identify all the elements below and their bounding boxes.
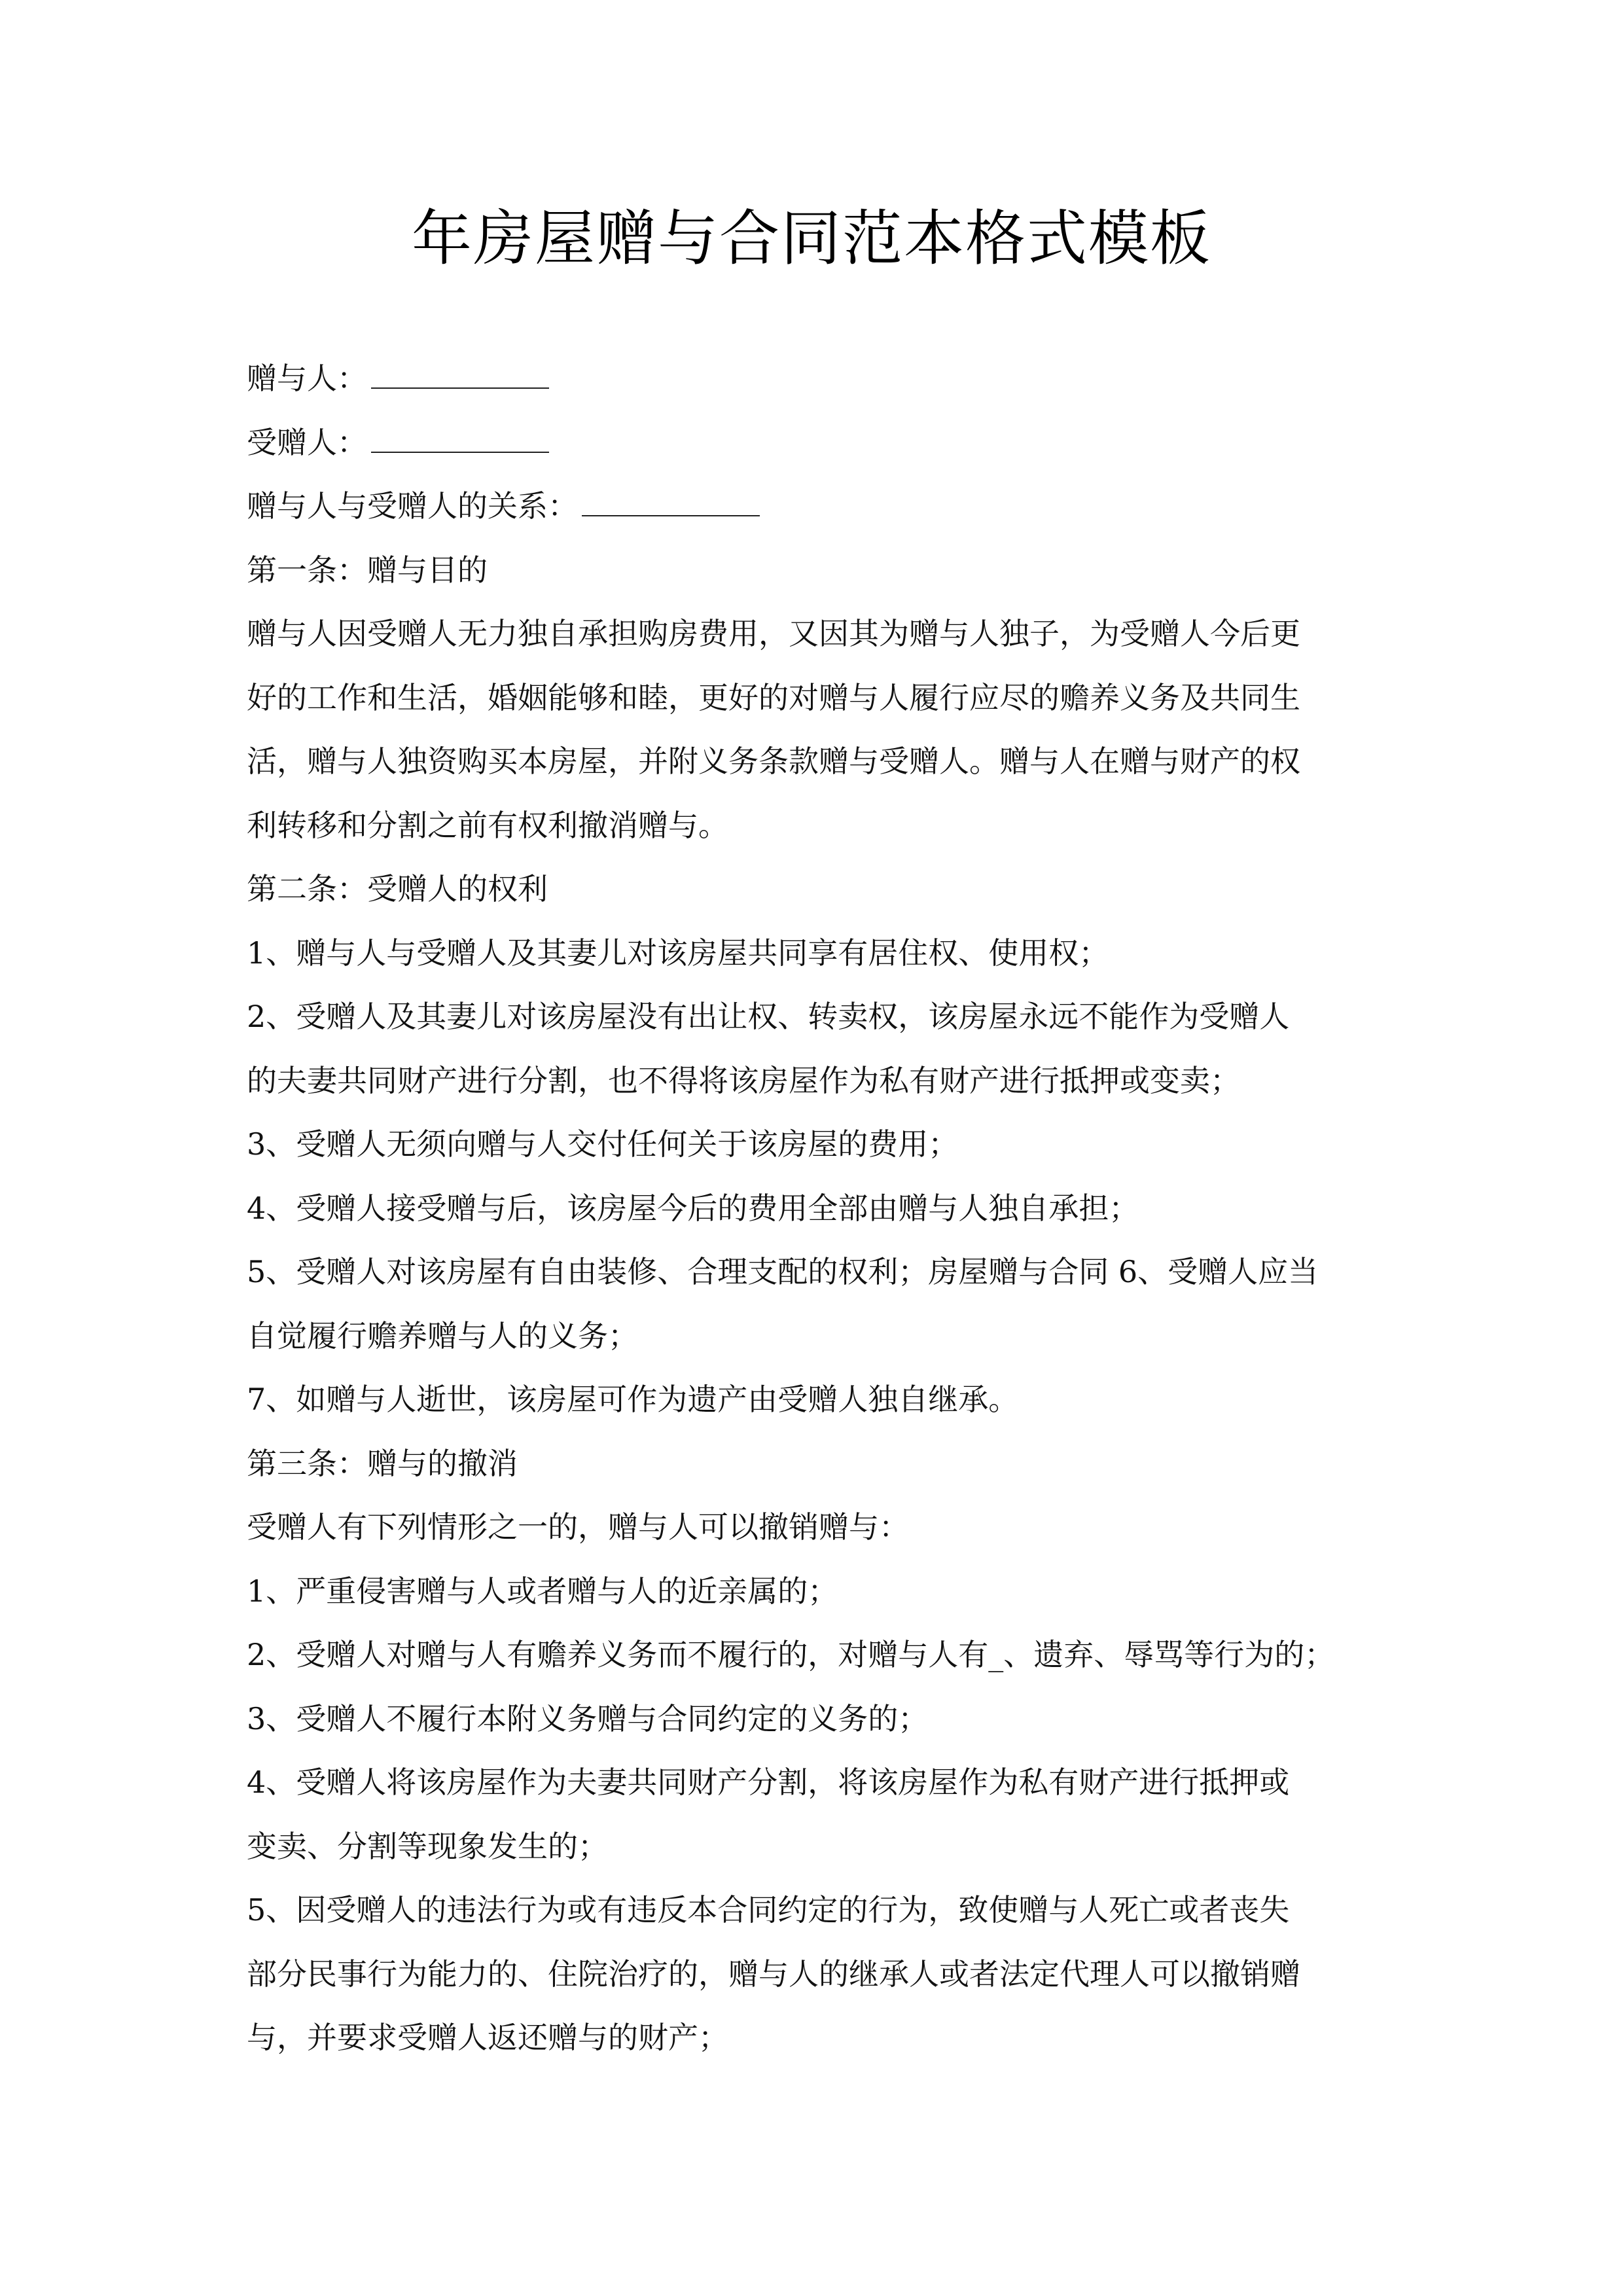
article-3-heading: 第三条：赠与的撤消 bbox=[247, 1445, 518, 1481]
paragraph-line: 1、严重侵害赠与人或者赠与人的近亲属的； bbox=[247, 1573, 838, 1609]
donee-label: 受赠人： bbox=[247, 424, 367, 460]
paragraph-line: 3、受赠人无须向赠与人交付任何关于该房屋的费用； bbox=[247, 1126, 959, 1162]
paragraph-line: 2、受赠人对赠与人有赡养义务而不履行的，对赠与人有_、遗弃、辱骂等行为的； bbox=[247, 1637, 1335, 1672]
paragraph-line: 活，赠与人独资购买本房屋，并附义务条款赠与受赠人。赠与人在赠与财产的权 bbox=[247, 744, 1300, 779]
paragraph-line: 7、如赠与人逝世，该房屋可作为遗产由受赠人独自继承。 bbox=[247, 1382, 1019, 1417]
donor-blank bbox=[371, 357, 549, 389]
paragraph-line: 3、受赠人不履行本附义务赠与合同约定的义务的； bbox=[247, 1700, 929, 1736]
document-title: 年房屋赠与合同范本格式模板 bbox=[411, 204, 1211, 274]
paragraph-line: 部分民事行为能力的、住院治疗的，赠与人的继承人或者法定代理人可以撤销赠 bbox=[247, 1956, 1300, 1992]
paragraph-line: 好的工作和生活，婚姻能够和睦，更好的对赠与人履行应尽的赡养义务及共同生 bbox=[247, 679, 1300, 715]
paragraph-line: 受赠人有下列情形之一的，赠与人可以撤销赠与： bbox=[247, 1509, 909, 1545]
paragraph-line: 利转移和分割之前有权利撤消赠与。 bbox=[247, 807, 728, 843]
relationship-blank bbox=[582, 485, 760, 516]
donor-field bbox=[247, 347, 1379, 411]
paragraph-line: 5、因受赠人的违法行为或有违反本合同约定的行为，致使赠与人死亡或者丧失 bbox=[247, 1892, 1290, 1928]
paragraph-line: 1、赠与人与受赠人及其妻儿对该房屋共同享有居住权、使用权； bbox=[247, 935, 1109, 971]
article-2-heading: 第二条：受赠人的权利 bbox=[247, 871, 548, 906]
paragraph-line: 4、受赠人接受赠与后，该房屋今后的费用全部由赠与人独自承担； bbox=[247, 1190, 1139, 1226]
relationship-field bbox=[247, 475, 1379, 539]
relationship-label: 赠与人与受赠人的关系： bbox=[247, 488, 578, 524]
paragraph-line: 的夫妻共同财产进行分割，也不得将该房屋作为私有财产进行抵押或变卖； bbox=[247, 1062, 1240, 1098]
article-1-heading: 第一条：赠与目的 bbox=[247, 552, 488, 588]
donor-label: 赠与人： bbox=[247, 361, 367, 396]
paragraph-line: 赠与人因受赠人无力独自承担购房费用，又因其为赠与人独子，为受赠人今后更 bbox=[247, 616, 1300, 651]
donee-field bbox=[247, 411, 1379, 475]
paragraph-line: 5、受赠人对该房屋有自由装修、合理支配的权利；房屋赠与合同 6、受赠人应当 bbox=[247, 1254, 1319, 1289]
paragraph-line: 与，并要求受赠人返还赠与的财产； bbox=[247, 2020, 728, 2055]
paragraph-line: 自觉履行赡养赠与人的义务； bbox=[247, 1318, 638, 1354]
paragraph-line: 2、受赠人及其妻儿对该房屋没有出让权、转卖权，该房屋永远不能作为受赠人 bbox=[247, 999, 1290, 1034]
paragraph-line: 变卖、分割等现象发生的； bbox=[247, 1828, 608, 1864]
paragraph-line: 4、受赠人将该房屋作为夫妻共同财产分割，将该房屋作为私有财产进行抵押或 bbox=[247, 1765, 1290, 1800]
donee-blank bbox=[371, 422, 549, 453]
document-body bbox=[247, 347, 1379, 2070]
